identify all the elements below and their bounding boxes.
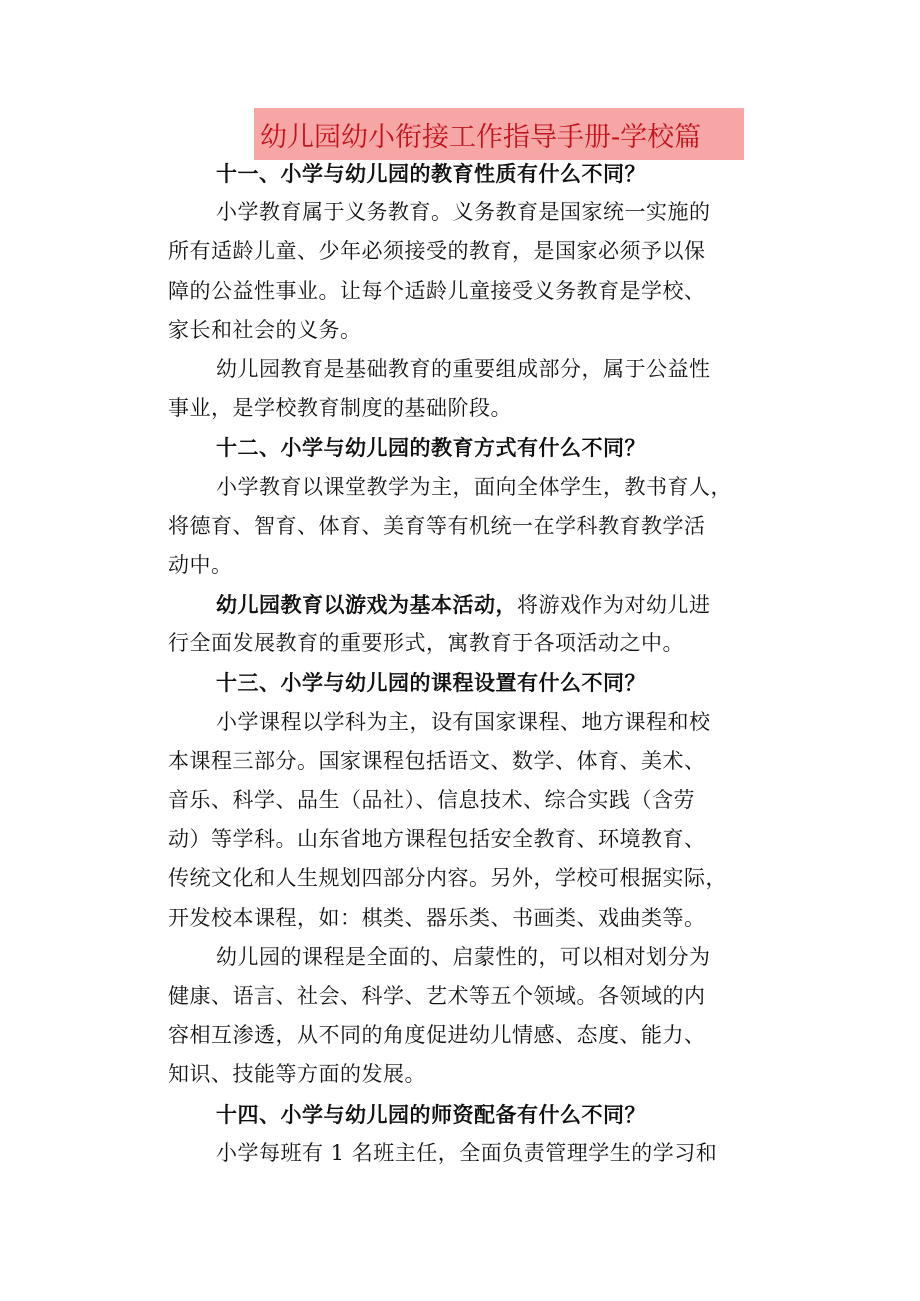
paragraph-line: 音乐、科学、品生（品社）、信息技术、综合实践（含劳 — [168, 788, 695, 812]
paragraph-line: 本课程三部分。国家课程包括语文、数学、体育、美术、 — [168, 748, 706, 773]
paragraph-line: 障的公益性事业。让每个适龄儿童接受义务教育是学校、 — [168, 278, 706, 303]
paragraph — [168, 350, 752, 428]
paragraph-line: 健康、语言、社会、科学、艺术等五个领域。各领域的内 — [168, 983, 706, 1008]
paragraph — [168, 193, 752, 350]
paragraph-line: 幼儿园的课程是全面的、启蒙性的，可以相对划分为 — [216, 944, 711, 969]
paragraph-line: 动中。 — [168, 552, 233, 577]
paragraph — [168, 1134, 752, 1173]
paragraph — [168, 703, 752, 938]
section-heading-12: 十二、小学与幼儿园的教育方式有什么不同？ — [216, 435, 646, 461]
paragraph-line: 容相互渗透，从不同的角度促进幼儿情感、态度、能力、 — [168, 1023, 706, 1048]
document-title: 幼儿园幼小衔接工作指导手册-学校篇 — [260, 121, 702, 153]
paragraph-line — [168, 585, 752, 624]
paragraph — [168, 585, 752, 663]
paragraph-text: 将游戏作为对幼儿进 — [517, 593, 711, 618]
paragraph-line: 传统文化和人生规划四部分内容。另外，学校可根据实际， — [168, 866, 727, 891]
paragraph-line: 小学教育属于义务教育。义务教育是国家统一实施的 — [216, 200, 711, 225]
paragraph-line: 小学每班有 1 名班主任，全面负责管理学生的学习和 — [216, 1140, 718, 1165]
paragraph — [168, 468, 752, 586]
paragraph-line: 家长和社会的义务。 — [168, 317, 362, 342]
paragraph-line: 小学教育以课堂教学为主，面向全体学生，教书育人， — [216, 474, 732, 499]
paragraph-line: 幼儿园教育是基础教育的重要组成部分，属于公益性 — [216, 356, 711, 381]
paragraph-line: 动）等学科。山东省地方课程包括安全教育、环境教育、 — [168, 827, 706, 852]
document-body — [168, 154, 752, 1173]
paragraph-line: 开发校本课程，如：棋类、器乐类、书画类、戏曲类等。 — [168, 905, 706, 930]
paragraph-line: 事业，是学校教育制度的基础阶段。 — [168, 396, 512, 421]
paragraph-line: 知识、技能等方面的发展。 — [168, 1062, 426, 1087]
bold-lead-text: 幼儿园教育以游戏为基本活动， — [216, 592, 517, 618]
paragraph-line: 将德育、智育、体育、美育等有机统一在学科教育教学活 — [168, 513, 706, 538]
section-heading-11: 十一、小学与幼儿园的教育性质有什么不同？ — [216, 161, 646, 186]
paragraph — [168, 938, 752, 1095]
paragraph-line: 小学课程以学科为主，设有国家课程、地方课程和校 — [216, 709, 711, 734]
paragraph-line: 所有适龄儿童、少年必须接受的教育，是国家必须予以保 — [168, 239, 706, 264]
section-heading-14: 十四、小学与幼儿园的师资配备有什么不同？ — [216, 1101, 646, 1127]
title-banner — [254, 108, 744, 160]
section-heading-13: 十三、小学与幼儿园的课程设置有什么不同？ — [216, 670, 646, 696]
paragraph-line: 行全面发展教育的重要形式，寓教育于各项活动之中。 — [168, 631, 684, 656]
